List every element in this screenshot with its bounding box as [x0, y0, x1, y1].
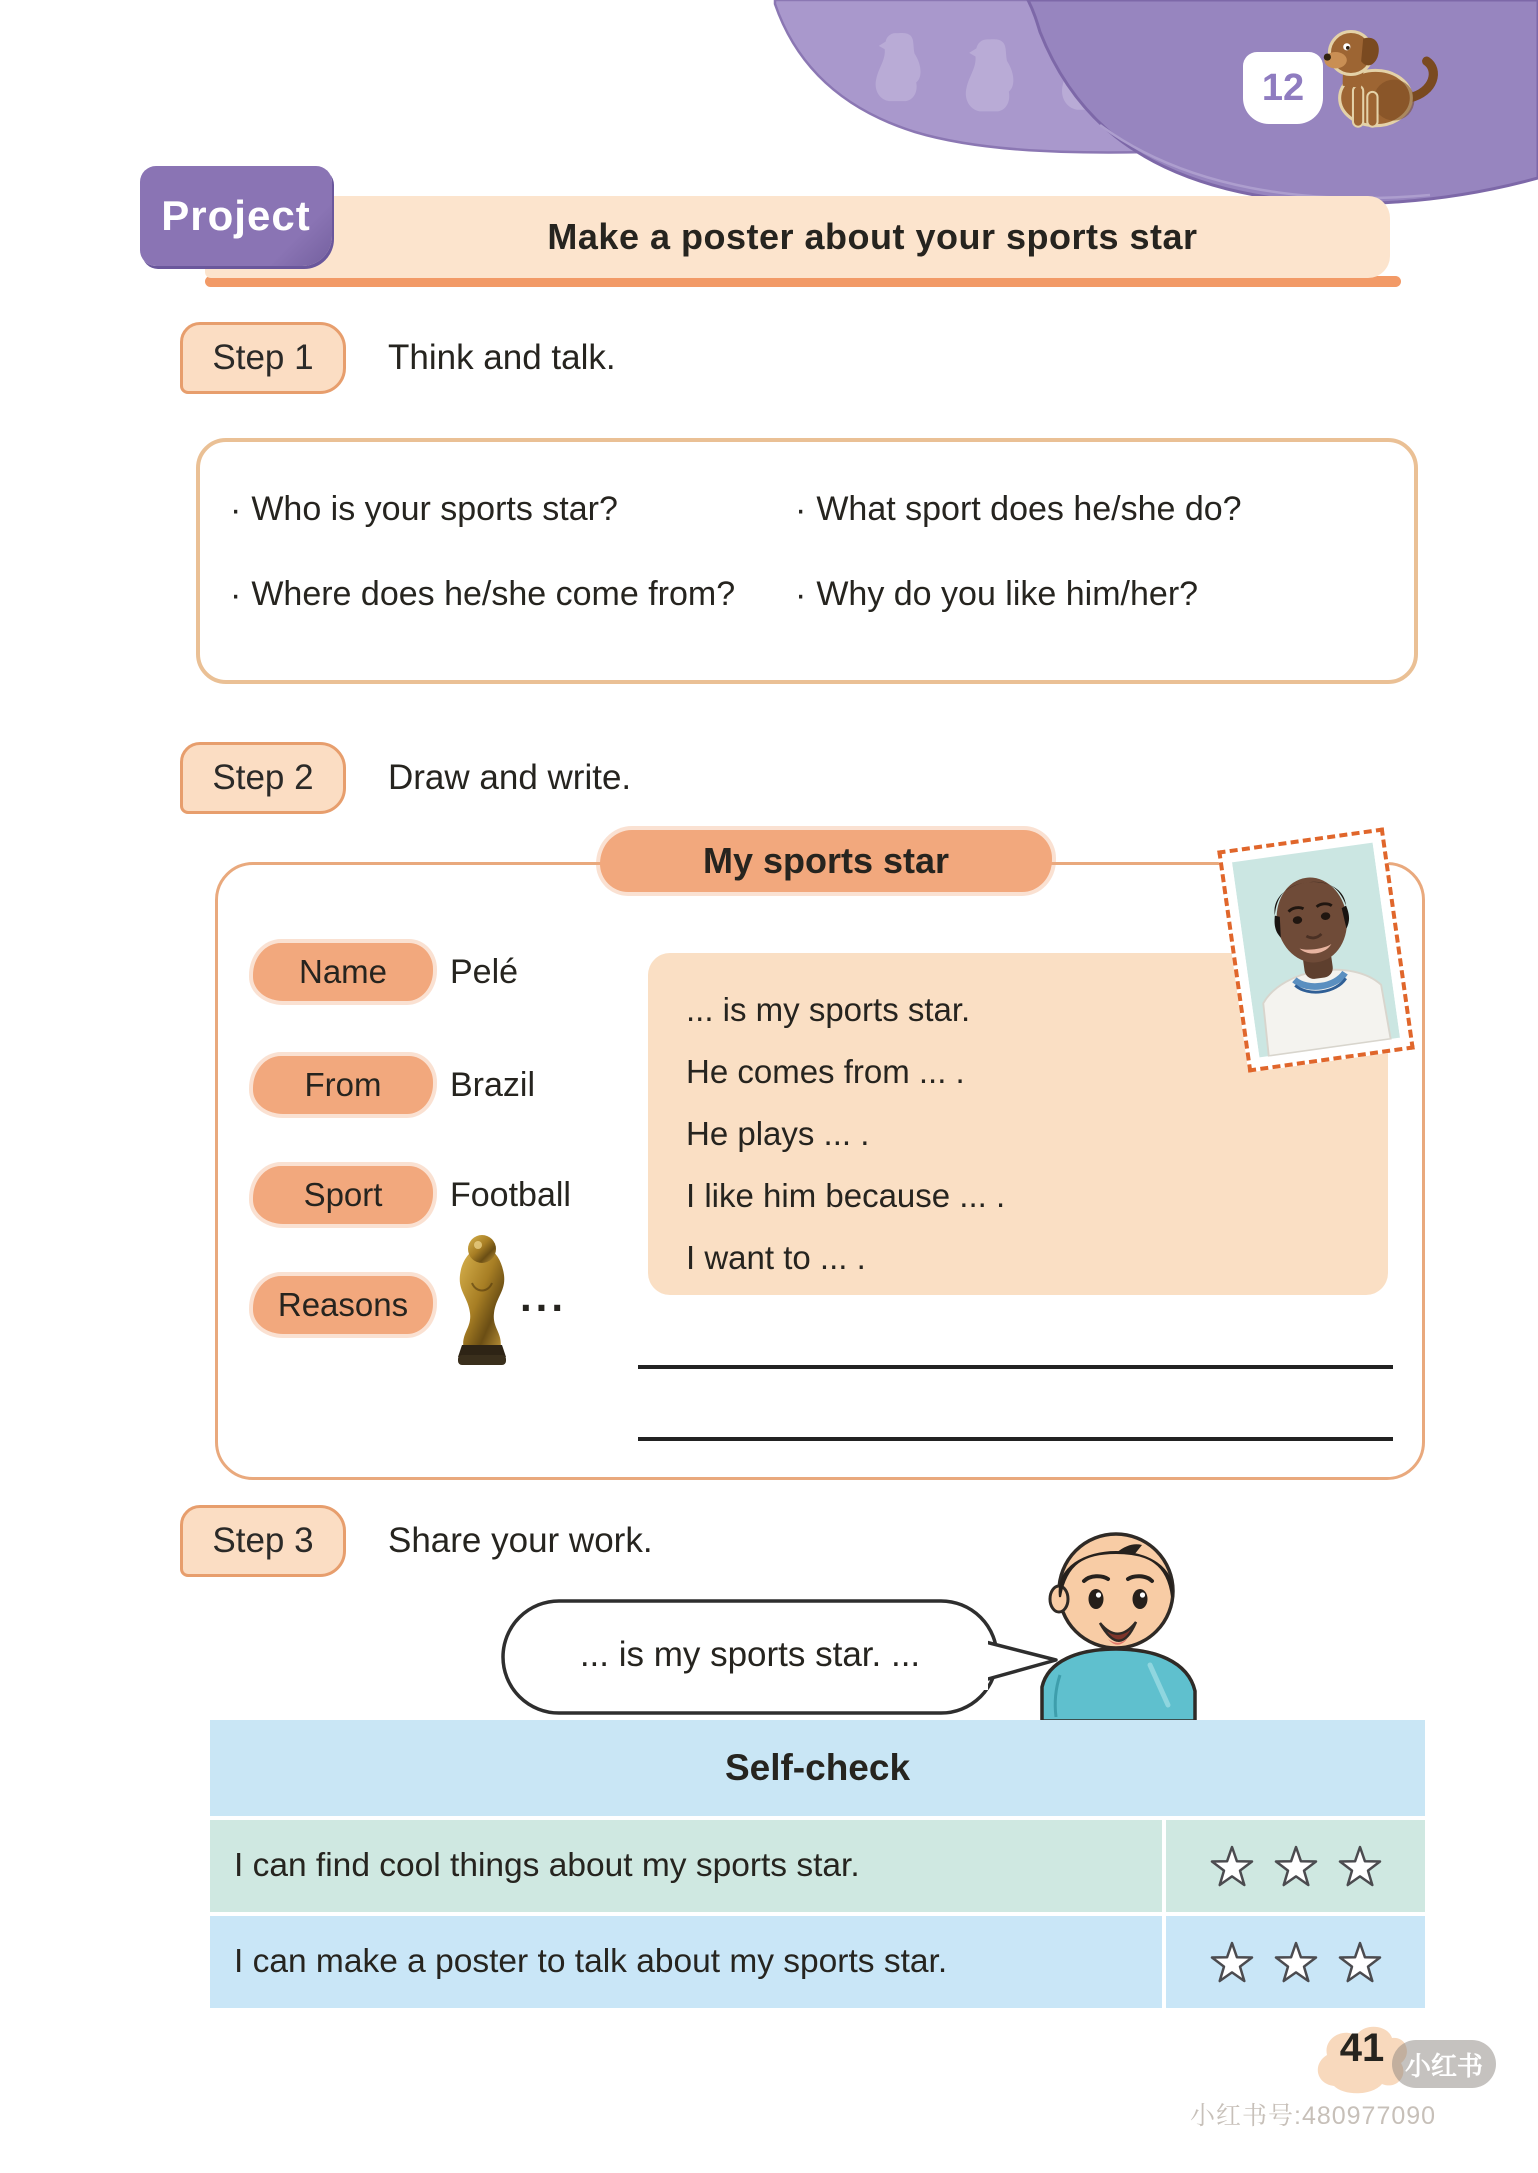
self-check-row: I can find cool things about my sports star. — [210, 1820, 1425, 1912]
question-item: · What sport does he/she do? — [795, 490, 1242, 529]
sentence-frame: I want to ... . — [686, 1239, 866, 1276]
poster-title-badge: My sports star — [600, 830, 1052, 892]
field-label-from: From — [253, 1056, 433, 1114]
step-3-badge: Step 3 — [180, 1505, 346, 1577]
boy-character — [1030, 1515, 1240, 1721]
step-3-instruction: Share your work. — [388, 1521, 653, 1560]
unit-number-badge — [1243, 52, 1323, 124]
star-icon — [1337, 1843, 1383, 1889]
step-2-instruction: Draw and write. — [388, 758, 632, 797]
star-rating — [1166, 1820, 1425, 1912]
field-value-sport: Football — [450, 1176, 571, 1214]
field-label-name: Name — [253, 943, 433, 1001]
step-1-instruction: Think and talk. — [388, 338, 616, 377]
self-check-row: I can make a poster to talk about my sports star. — [210, 1916, 1425, 2008]
bullet: · — [795, 491, 807, 529]
star-icon — [1209, 1843, 1255, 1889]
writing-line — [638, 1437, 1393, 1441]
step-1-badge: Step 1 — [180, 322, 346, 394]
star-icon — [1337, 1939, 1383, 1985]
star-icon — [1273, 1843, 1319, 1889]
sentence-frame: He plays ... . — [686, 1115, 870, 1152]
question-item: · Where does he/she come from? — [230, 574, 736, 614]
dog-mascot-icon — [1312, 16, 1440, 134]
field-value-from: Brazil — [450, 1066, 536, 1104]
writing-line — [638, 1365, 1393, 1369]
world-cup-trophy-icon — [450, 1233, 514, 1367]
self-check-title: Self-check — [210, 1720, 1425, 1816]
sports-star-photo — [1217, 827, 1415, 1072]
bullet: · — [230, 575, 242, 614]
unit-number: 12 — [1261, 66, 1305, 109]
watermark-badge: 小红书 — [1392, 2040, 1496, 2088]
bullet: · — [230, 491, 242, 529]
field-value-name: Pelé — [450, 953, 519, 991]
speech-bubble — [500, 1598, 1060, 1718]
bullet: · — [795, 575, 807, 614]
project-title: Make a poster about your sports star — [547, 216, 1198, 257]
question-item: · Who is your sports star? — [230, 490, 618, 529]
project-badge: Project — [140, 166, 332, 266]
star-icon — [1209, 1939, 1255, 1985]
self-check-table — [210, 1720, 1425, 2008]
watermark-id: 小红书号:480977090 — [1190, 2102, 1437, 2130]
question-item: · Why do you like him/her? — [795, 574, 1199, 614]
field-label-sport: Sport — [253, 1166, 433, 1224]
step-2-badge: Step 2 — [180, 742, 346, 814]
field-label-reasons: Reasons — [253, 1276, 433, 1334]
star-rating — [1166, 1916, 1425, 2008]
think-and-talk-box — [196, 438, 1418, 684]
reasons-ellipsis: ... — [520, 1273, 568, 1320]
page-number: 41 — [1339, 2026, 1385, 2070]
project-heading-bar — [205, 196, 1390, 278]
speech-text: ... is my sports star. ... — [579, 1635, 921, 1674]
star-icon — [1273, 1939, 1319, 1985]
sentence-frame: ... is my sports star. — [686, 991, 971, 1028]
sentence-frame: I like him because ... . — [686, 1177, 1006, 1214]
sentence-frame: He comes from ... . — [686, 1053, 965, 1090]
